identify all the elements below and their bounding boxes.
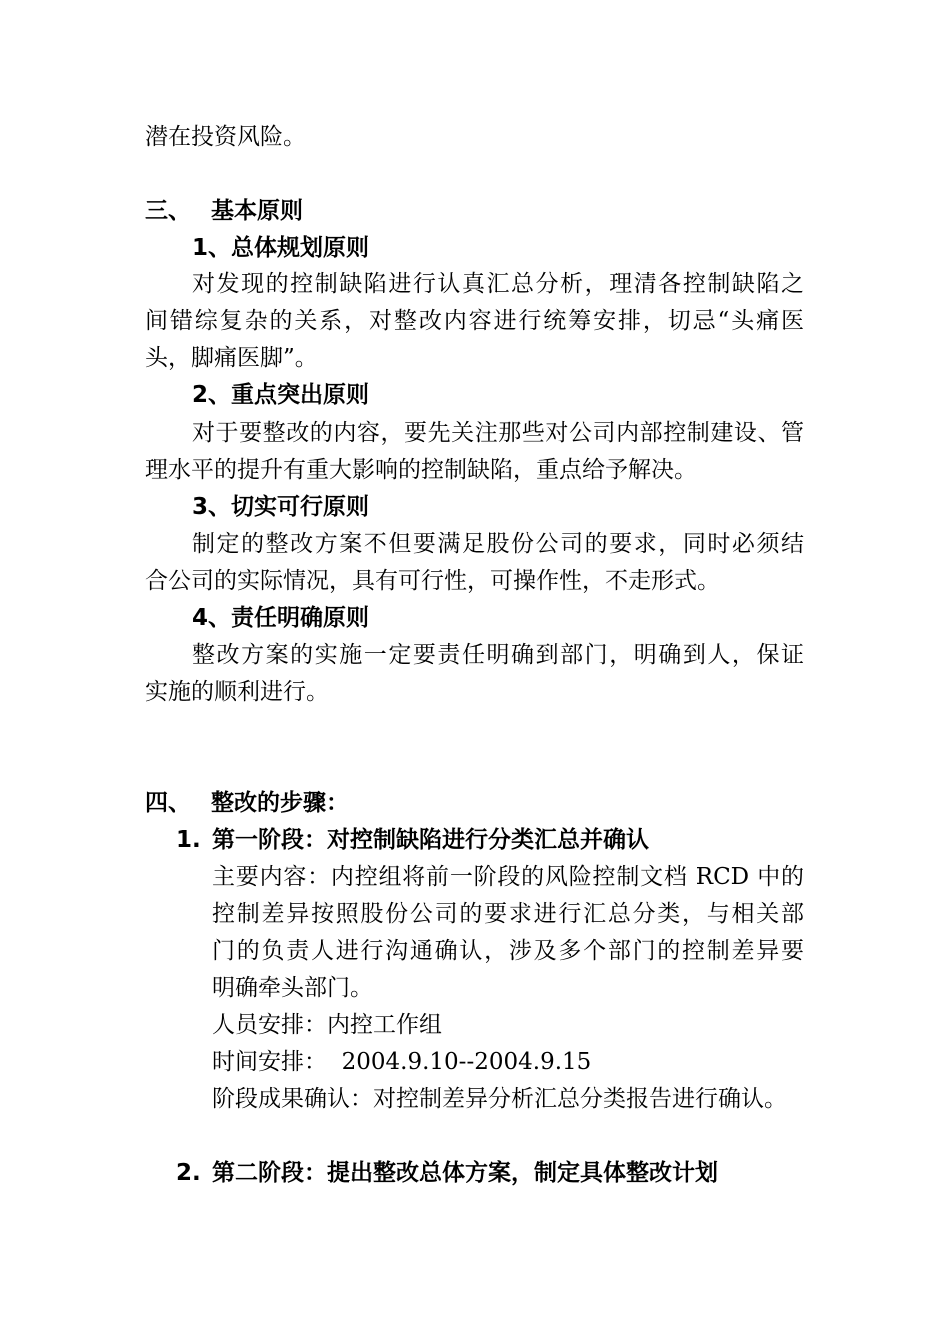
step-1-content-line: 主要内容：内控组将前一阶段的风险控制文档 RCD 中的 bbox=[212, 864, 804, 890]
section-3-number: 三、 bbox=[145, 198, 191, 224]
intro-tail-text: 潜在投资风险。 bbox=[145, 124, 306, 150]
step-2-heading bbox=[176, 1157, 718, 1189]
step-1-number: 1. bbox=[176, 827, 201, 853]
principle-1-text-line: 头，脚痛医脚”。 bbox=[145, 345, 318, 371]
principle-1-heading: 1、总体规划原则 bbox=[192, 235, 370, 261]
section-3-title: 基本原则 bbox=[211, 198, 303, 224]
step-2-number: 2. bbox=[176, 1160, 201, 1186]
step-1-title: 第一阶段：对控制缺陷进行分类汇总并确认 bbox=[212, 827, 649, 853]
step-1-personnel: 人员安排：内控工作组 bbox=[212, 1012, 442, 1038]
principle-4-text-line: 整改方案的实施一定要责任明确到部门，明确到人，保证 bbox=[192, 642, 804, 668]
principle-1-text-line: 对发现的控制缺陷进行认真汇总分析，理清各控制缺陷之 bbox=[192, 271, 804, 297]
principle-2-heading: 2、重点突出原则 bbox=[192, 382, 370, 408]
step-1-time: 时间安排： 2004.9.10--2004.9.15 bbox=[212, 1049, 592, 1075]
principle-1-text-line: 间错综复杂的关系，对整改内容进行统筹安排，切忌“头痛医 bbox=[145, 308, 804, 334]
section-4-title: 整改的步骤： bbox=[211, 790, 349, 816]
step-1-content-line: 门的负责人进行沟通确认，涉及多个部门的控制差异要 bbox=[212, 938, 804, 964]
principle-3-heading: 3、切实可行原则 bbox=[192, 494, 370, 520]
step-1-result: 阶段成果确认：对控制差异分析汇总分类报告进行确认。 bbox=[212, 1086, 787, 1112]
principle-2-text-line: 对于要整改的内容，要先关注那些对公司内部控制建设、管 bbox=[192, 420, 804, 446]
step-1-content-line: 控制差异按照股份公司的要求进行汇总分类，与相关部 bbox=[212, 901, 804, 927]
step-1-content-line: 明确牵头部门。 bbox=[212, 975, 373, 1001]
step-1-heading bbox=[176, 824, 649, 856]
section-4-heading bbox=[145, 787, 349, 819]
section-3-heading bbox=[145, 195, 303, 227]
principle-2-text-line: 理水平的提升有重大影响的控制缺陷，重点给予解决。 bbox=[145, 457, 697, 483]
section-4-number: 四、 bbox=[145, 790, 191, 816]
principle-3-text-line: 制定的整改方案不但要满足股份公司的要求，同时必须结 bbox=[192, 531, 804, 557]
step-2-title: 第二阶段：提出整改总体方案，制定具体整改计划 bbox=[212, 1160, 718, 1186]
principle-4-heading: 4、责任明确原则 bbox=[192, 605, 370, 631]
principle-4-text-line: 实施的顺利进行。 bbox=[145, 679, 329, 705]
principle-3-text-line: 合公司的实际情况，具有可行性，可操作性，不走形式。 bbox=[145, 568, 720, 594]
